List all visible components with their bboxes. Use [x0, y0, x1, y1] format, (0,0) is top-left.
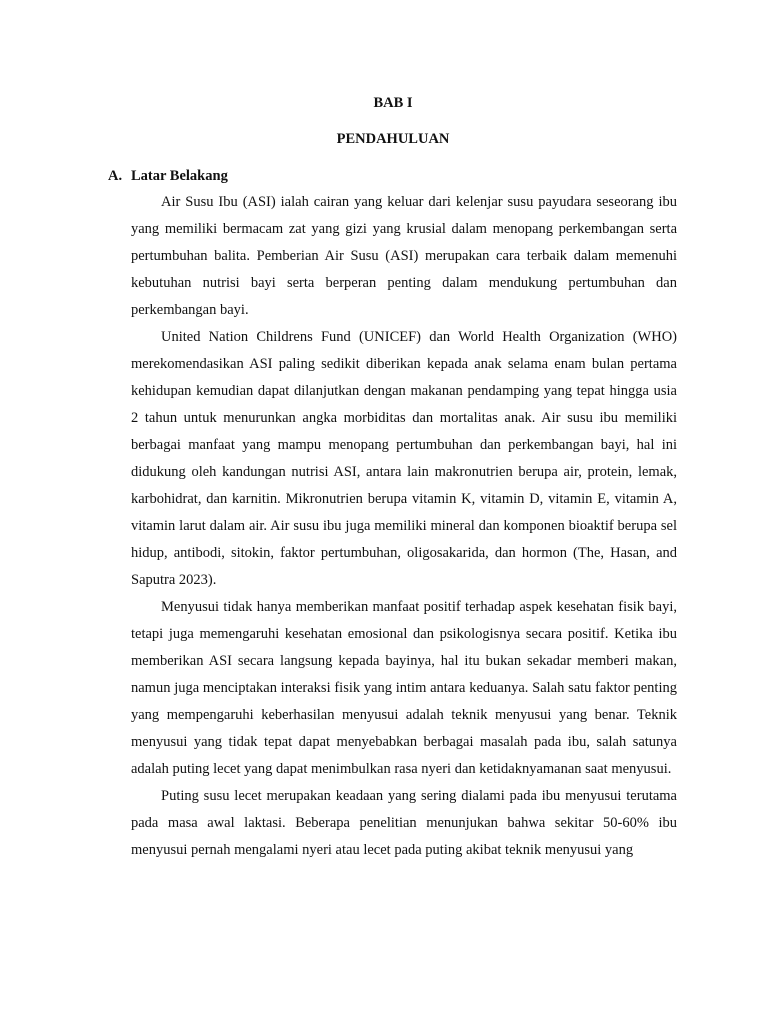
paragraph-1: Air Susu Ibu (ASI) ialah cairan yang keluar dari kelenjar susu payudara seseorang ibu yang memiliki bermacam zat yang gizi yang krusial dalam menopang perkembangan serta pertumbuhan balita. Pemberian Air Susu (ASI) merupakan cara terbaik dalam memenuhi kebutuhan nutrisi bayi serta berperan penting dalam mendukung pertumbuhan dan perkembangan bayi. — [131, 194, 677, 318]
section-heading — [108, 166, 228, 186]
paragraph-4: Puting susu lecet merupakan keadaan yang sering dialami pada ibu menyusui terutama pada masa awal laktasi. Beberapa penelitian menunjukan bahwa sekitar 50-60% ibu menyusui pernah mengalami nyeri atau lecet pada puting akibat teknik menyusui yang — [131, 788, 677, 858]
section-title: Latar Belakang — [131, 168, 228, 184]
chapter-number: BAB I — [373, 95, 413, 111]
paragraph-3: Menyusui tidak hanya memberikan manfaat positif terhadap aspek kesehatan fisik bayi, tetapi juga memengaruhi kesehatan emosional dan psikologisnya secara positif. Ketika ibu memberikan ASI secara langsung kepada bayinya, hal itu bukan sekadar memberi makan, namun juga menciptakan interaksi fisik yang intim antara keduanya. Salah satu faktor penting yang mempengaruhi keberhasilan menyusui adalah teknik menyusui yang benar. Teknik menyusui yang tidak tepat dapat menyebabkan berbagai masalah pada ibu, salah satunya adalah puting lecet yang dapat menimbulkan rasa nyeri dan ketidaknyamanan saat menyusui. — [131, 599, 677, 777]
body-text — [131, 189, 677, 864]
chapter-title: PENDAHULUAN — [336, 131, 450, 147]
paragraph-2: United Nation Childrens Fund (UNICEF) dan World Health Organization (WHO) merekomendasikan ASI paling sedikit diberikan kepada anak selama enam bulan pertama kehidupan kemudian dapat dilanjutkan dengan makanan pendamping yang tepat hingga usia 2 tahun untuk menurunkan angka morbiditas dan mortalitas anak. Air susu ibu memiliki berbagai manfaat yang mampu menopang pertumbuhan dan perkembangan bayi, hal ini didukung oleh kandungan nutrisi ASI, antara lain makronutrien berupa air, protein, lemak, karbohidrat, dan karnitin. Mikronutrien berupa vitamin K, vitamin D, vitamin E, vitamin A, vitamin larut dalam air. Air susu ibu juga memiliki mineral dan komponen bioaktif berupa sel hidup, antibodi, sitokin, faktor pertumbuhan, oligosakarida, dan hormon (The, Hasan, and Saputra 2023). — [131, 329, 677, 588]
section-letter: A. — [108, 168, 123, 184]
